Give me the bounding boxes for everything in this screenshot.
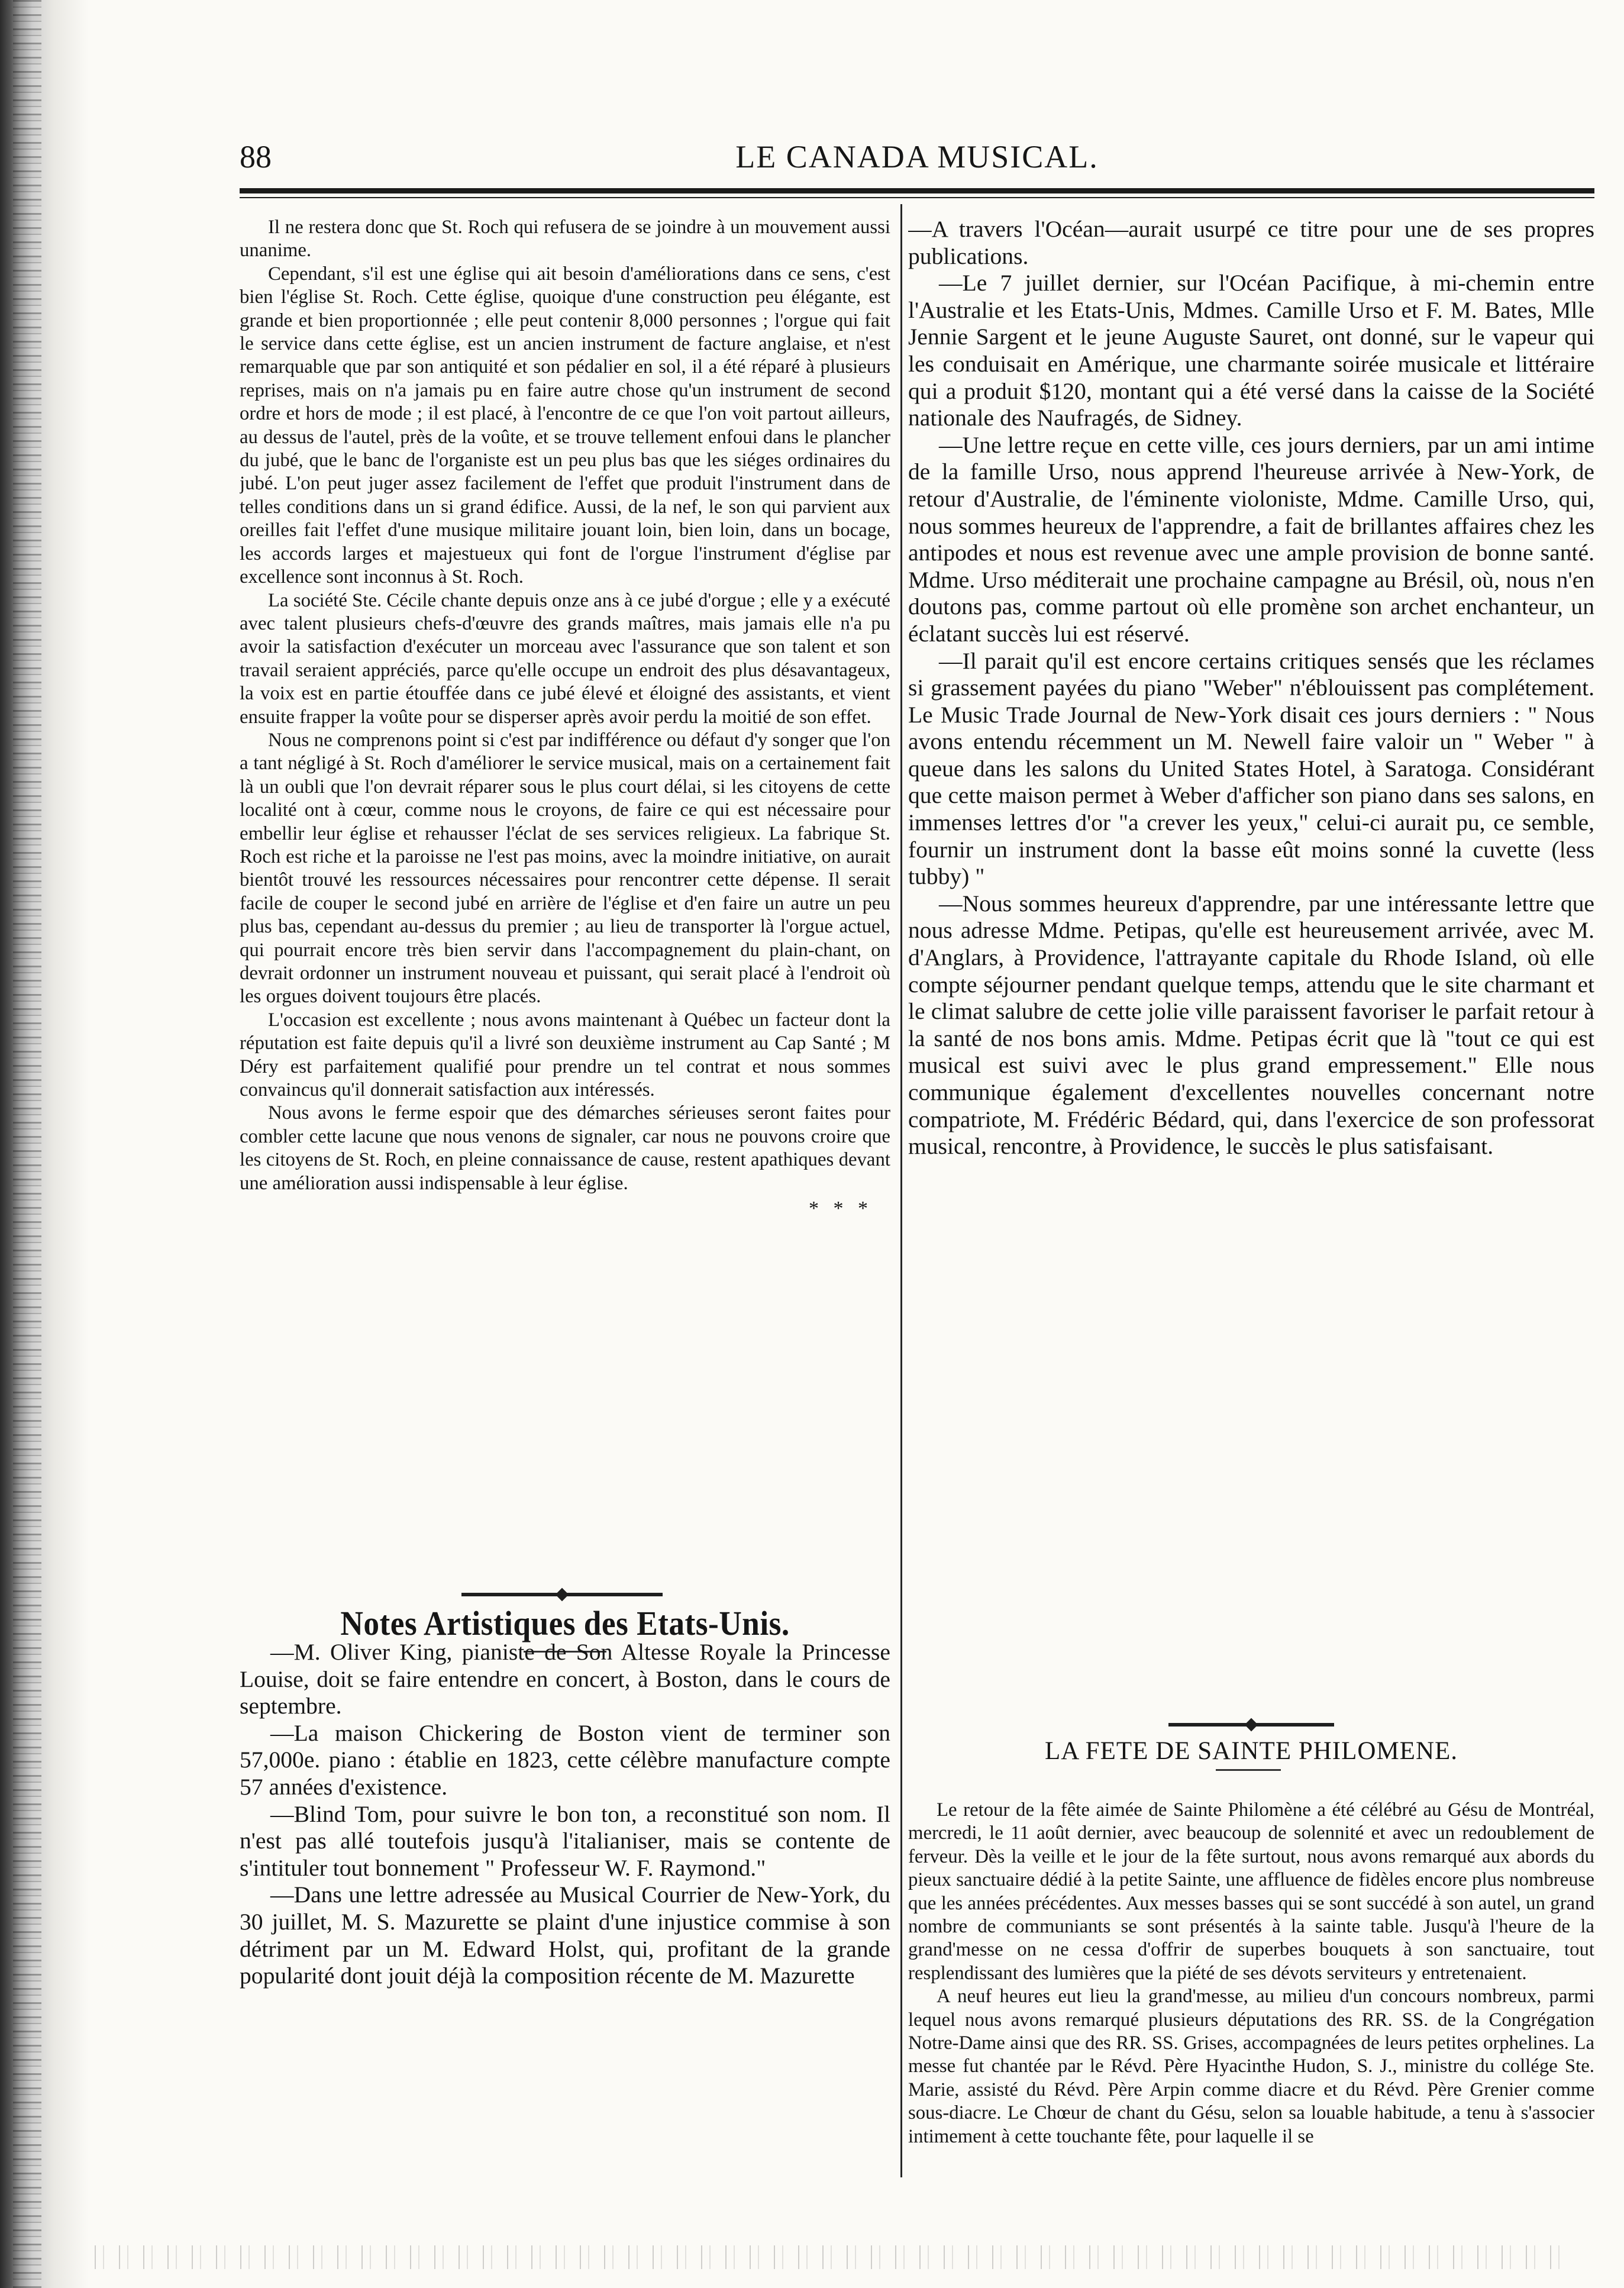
page-header (240, 131, 1594, 185)
left-column-article (240, 216, 890, 1571)
paragraph: —La maison Chickering de Boston vient de terminer son 57,000e. piano : établie en 1823, cette célèbre manufacture compte 57 années d'existence. (240, 1719, 890, 1800)
paragraph: Nous avons le ferme espoir que des démarches sérieuses seront faites pour combler cette lacune que nous venons de signaler, car nous ne pouvons croire que les citoyens de St. Roch, en pleine connaissance de cause, restent apathiques devant une amélioration aussi indispensable à leur église. (240, 1102, 890, 1194)
paragraph: —Nous sommes heureux d'apprendre, par une intéressante lettre que nous adresse Mdme. Petipas, qu'elle est heureusement arrivée, avec M. d'Anglars, à Providence, l'attrayante capitale du Rhode Island, où elle compte séjourner pendant quelque temps, attendu que le site charmant et le climat salubre de cette jolie ville paraissent favoriser le parfait retour à la santé de nos bons amis. Mdme. Petipas écrit que là "tout ce qui est musical est suivi avec le plus grand empressement." Elle nous communique également d'excellentes nouvelles concernant notre compatriote, M. Frédéric Bédard, qui, dans l'exercice de son professorat musical, rencontre, à Providence, le succès le plus satisfaisant. (908, 890, 1594, 1160)
paragraph: —Dans une lettre adressée au Musical Courrier de New-York, du 30 juillet, M. S. Mazurette se plaint d'une injustice commise à son détriment par un M. Edward Holst, qui, profitant de la grande popularité dont jouit déjà la composition récente de M. Mazurette (240, 1882, 890, 1989)
heading-underline (1216, 1769, 1281, 1771)
paragraph: —Le 7 juillet dernier, sur l'Océan Pacifique, à mi-chemin entre l'Australie et les Etats-Unis, Mdmes. Camille Urso et F. M. Bates, Mlle Jennie Sargent et le jeune Auguste Sauret, ont donné, sur le vapeur qui les conduisait en Amérique, une charmante soirée musicale et littéraire qui a produit $120, montant qui a été versé dans la caisse de la Société nationale des Naufragés, de Sidney. (908, 270, 1594, 431)
ornament-divider (461, 1593, 663, 1596)
paragraph: Le retour de la fête aimée de Sainte Philomène a été célébré au Gésu de Montréal, mercredi, le 11 août dernier, avec beaucoup de solennité et avec un redoublement de ferveur. Dès la veille et le jour de la fête surtout, nous avons remarqué aux abords du pieux sanctuaire dédié à la petite Sainte, une affluence de fidèles encore plus nombreuse que les années précédentes. Aux messes basses qui se sont succédé à son autel, un grand nombre de communiants se sont présentés à la sainte table. Jusqu'à l'heure de la grand'messe on ne cessa d'offrir de superbes bouquets à son sanctuaire, tout resplendissant des lumières que la piété de ses dévots serviteurs y entretenaient. (908, 1799, 1594, 1984)
fete-section-body (908, 1799, 1594, 2213)
paragraph-continuation: —A travers l'Océan—aurait usurpé ce titre pour une de ses propres publications. (908, 216, 1594, 269)
page-binding-edge (0, 0, 89, 2288)
notes-section-body (240, 1639, 890, 2189)
section-stars: * * * (809, 1198, 873, 1220)
paragraph: —Une lettre reçue en cette ville, ces jours derniers, par un ami intime de la famille Urso, nous apprend l'heureuse arrivée à New-York, de retour d'Australie, de l'éminente violoniste, Mdme. Camille Urso, qui, nous sommes heureux de l'apprendre, a fait de brillantes affaires chez les antipodes et nous est revenue avec une ample provision de bonne santé. Mdme. Urso méditerait une prochaine campagne au Brésil, où, nous n'en doutons pas, comme partout où elle promène son archet enchanteur, un éclatant succès lui est réservé. (908, 431, 1594, 647)
fete-section-heading: LA FETE DE SAINTE PHILOMENE. (1044, 1737, 1458, 1765)
paragraph: Nous ne comprenons point si c'est par indifférence ou défaut d'y songer que l'on a tant négligé à St. Roch d'améliorer le service musical, mais on a certainement fait là un oubli que l'on devrait réparer sous le plus court délai, si les citoyens de cette localité ont à cœur, comme nous le croyons, de faire ce qui est nécessaire pour embellir leur église et rehausser l'éclat de ses services religieux. La fabrique St. Roch est riche et la paroisse ne l'est pas moins, avec la moindre initiative, on aurait bientôt trouvé les ressources nécessaires pour rencontrer cette dépense. Il serait facile de couper le second jubé en arrière de l'église et d'en faire un autre un peu plus bas, cependant au-dessus du premier ; au lieu de transporter là l'orgue actuel, qui pourrait encore très bien servir dans l'accompagnement du plain-chant, on devrait ordonner un instrument nouveau et puissant, qui serait placé à l'endroit où les orgues doivent toujours être placés. (240, 729, 890, 1008)
paragraph: Cependant, s'il est une église qui ait besoin d'améliorations dans ce sens, c'est bien l'église St. Roch. Cette église, quoique d'une construction peu élégante, est grande et bien proportionnée ; elle peut contenir 8,000 personnes ; l'orgue qui fait le service dans cette église, est un ancien instrument de facture anglaise, et n'est remarquable que par son antiquité et son pédalier en sol, il a été réparé à plusieurs reprises, mais on n'a jamais pu en faire autre chose qu'un instrument de second ordre et hors de mode ; il est placé, à l'encontre de ce que l'on voit partout ailleurs, au dessus de l'autel, près de la voûte, et se trouve tellement enfoui dans le plancher du jubé, que le banc de l'organiste est un peu plus bas que les siéges ordinaires du jubé. L'on peut juger assez facilement de l'effet que produit l'instrument dans de telles conditions dans un si grand édifice. Aussi, de la nef, le son qui parvient aux oreilles fait l'effet d'une musique militaire jouant loin, bien loin, dans un bocage, les accords larges et majestueux qui font de l'orgue l'instrument d'église par excellence sont inconnus à St. Roch. (240, 263, 890, 588)
right-column-notes (908, 216, 1594, 1920)
running-title: LE CANADA MUSICAL. (735, 139, 1099, 175)
paragraph: La société Ste. Cécile chante depuis onze ans à ce jubé d'orgue ; elle y a exécuté avec talent plusieurs chefs-d'œuvre des grands maîtres, mais jamais elle n'a pu avoir la satisfaction d'exécuter un morceau avec l'assurance que son talent et son travail seraient appréciés, parce qu'elle occupe un endroit des plus désavantageux, la voix est en partie étouffée dans ce jubé élevé et éloigné des assistants, et vient ensuite frapper la voûte pour se disperser après avoir perdu la moitié de son effet. (240, 589, 890, 728)
page-number: 88 (240, 139, 272, 175)
paragraph: —Blind Tom, pour suivre le bon ton, a reconstitué son nom. Il n'est pas allé toutefois jusqu'à l'italianiser, mais se contente de s'intituler tout bonnement " Professeur W. F. Raymond." (240, 1800, 890, 1881)
notes-section-heading: Notes Artistiques des Etats-Unis. (340, 1604, 790, 1642)
paragraph: —Il parait qu'il est encore certains critiques sensés que les réclames si grassement payées du piano "Weber" n'éblouissent pas complétement. Le Music Trade Journal de New-York disait ces jours derniers : " Nous avons entendu récemment un M. Newell faire valoir un " Weber " à queue dans les salons du United States Hotel, à Saratoga. Considérant que cette maison permet à Weber d'afficher son piano dans ses salons, en immenses lettres d'or "a crever les yeux," celui-ci aurait pu, ce semble, fournir un instrument dont la basse eût moins sonné la cuvette (less tubby) " (908, 647, 1594, 890)
paragraph: Il ne restera donc que St. Roch qui refusera de se joindre à un mouvement aussi unanime. (240, 217, 890, 262)
ornament-divider (1168, 1723, 1334, 1727)
paragraph: A neuf heures eut lieu la grand'messe, au milieu d'un concours nombreux, parmi lequel nous avons remarqué plusieurs députations des RR. SS. de la Congrégation Notre-Dame ainsi que des RR. SS. Grises, accompagnées de leurs petites orphelines. La messe fut chantée par le Révd. Père Hyacinthe Hudon, S. J., ministre du collége Ste. Marie, assisté du Révd. Père Arpin comme diacre et du Révd. Père Grenier comme sous-diacre. Le Chœur de chant du Gésu, selon sa louable habitude, a tenu à s'associer intimement à cette touchante fête, pour laquelle il se (908, 1986, 1594, 2147)
header-rule-thick (240, 188, 1594, 193)
scan-artifact-strip (95, 2245, 1574, 2269)
column-divider (900, 204, 902, 2177)
paragraph: L'occasion est excellente ; nous avons maintenant à Québec un facteur dont la réputation est faite depuis qu'il a livré son deuxième instrument au Cap Santé ; M Déry est parfaitement qualifié pour prendre un tel contrat et nous sommes convaincus qu'il donnerait satisfaction aux intéressés. (240, 1009, 890, 1101)
paragraph: —M. Oliver King, pianiste de Son Altesse Royale la Princesse Louise, doit se faire entendre en concert, à Boston, dans le cours de septembre. (240, 1639, 890, 1719)
header-rule-thin (240, 197, 1594, 198)
